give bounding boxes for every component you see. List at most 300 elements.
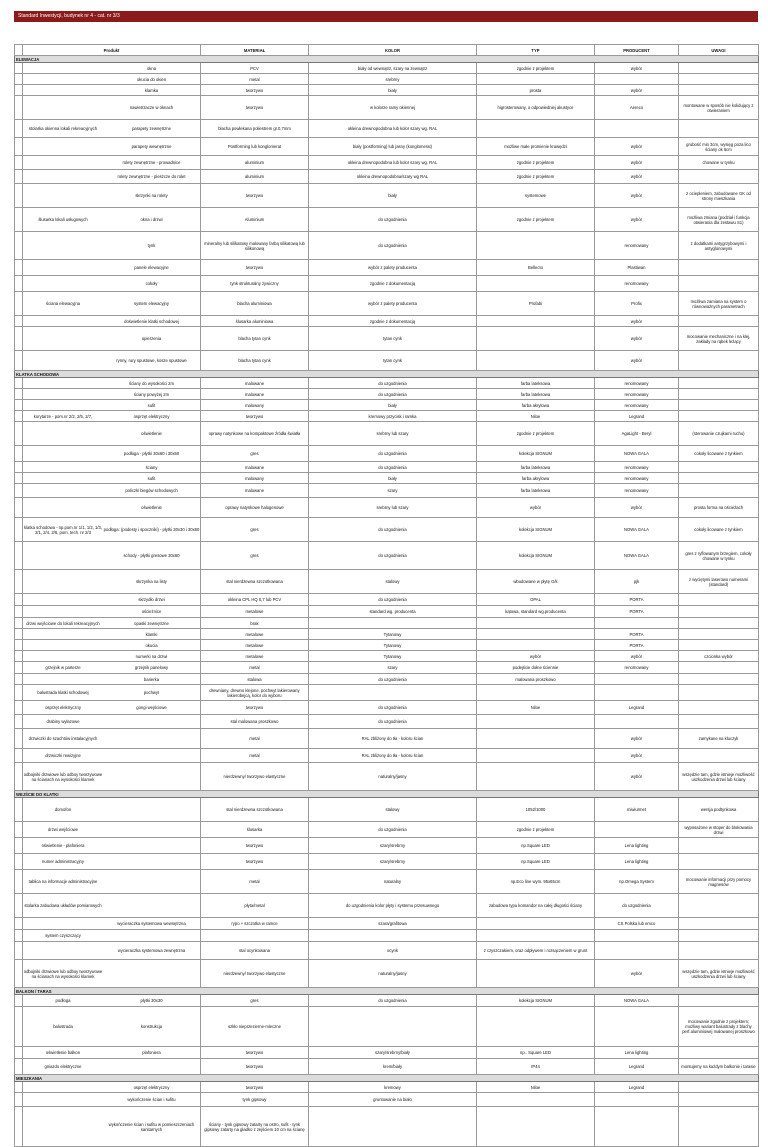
section-row [15, 1075, 759, 1082]
producent-cell: wybór [595, 63, 679, 74]
row-spacer [15, 995, 23, 1007]
material-cell: gres [201, 518, 309, 542]
typ-cell: zgodnie z projektem [477, 208, 595, 232]
typ-cell [477, 1093, 595, 1107]
product-label: rolety zewnętrzne - prowadnice [122, 160, 181, 165]
kolor-cell: zgodnie z dokumentacją [309, 316, 477, 327]
product-label: parapety wewnętrzne [131, 144, 172, 149]
material-cell: metal [201, 74, 309, 85]
product-label: skrzynki na rolety [135, 193, 168, 198]
typ-cell: np.Square LED [477, 854, 595, 870]
material-cell: szkło nieprzezierne-mleczne [201, 1007, 309, 1047]
produkt-cell [23, 120, 201, 138]
kolor-cell [309, 1007, 477, 1047]
producent-cell [595, 685, 679, 701]
kolor-cell: do uzgodnienia [309, 208, 477, 232]
produkt-cell [23, 276, 201, 292]
produkt-cell [23, 96, 201, 120]
producent-cell: renomowany [595, 232, 679, 260]
producent-cell: wybór [595, 138, 679, 156]
section-title: BALKON / TARAS [15, 988, 759, 995]
produkt-cell [23, 411, 201, 422]
row-spacer [15, 942, 23, 960]
table-row [15, 618, 759, 629]
uwagi-cell [679, 316, 759, 327]
table-row [15, 798, 759, 822]
material-cell: rypo + szczotka w ramce [201, 918, 309, 930]
row-spacer [15, 870, 23, 894]
produkt-cell [23, 662, 201, 674]
uwagi-cell: zamykane na kluczyk [679, 729, 759, 749]
row-spacer [15, 351, 23, 371]
row-spacer [15, 594, 23, 606]
group-label: tablica na informacje administracyjne [28, 879, 98, 884]
material-cell: ślusarka aluminiowa [201, 316, 309, 327]
kolor-cell: tytan cynk [309, 351, 477, 371]
product-label: skrzydło drzwi [138, 597, 165, 602]
producent-cell: wybór [595, 316, 679, 327]
kolor-cell: biały [309, 400, 477, 411]
product-label: konstrukcja [140, 1024, 163, 1029]
material-cell: malowany [201, 473, 309, 484]
typ-cell: systemowe [477, 184, 595, 208]
group-label: klatka schodowa - np.pom.nr 1/1, 1/2, 1/3, 2/1, 2/4, 2/6, pom. tech. nr 2/3 [24, 524, 102, 535]
uwagi-cell [679, 351, 759, 371]
group-label: odbojniki drzwiowe lub odboy tworzywowe na ścianach na wysokości klamek [23, 771, 103, 782]
kolor-cell: srebrny lub szary [309, 422, 477, 446]
material-cell: ściany - tynk gipsowy zatarty na ostro, sufit - tynk gipsowy zatarty na gładko z zejściem 10 cm na ścianę [201, 1107, 309, 1147]
producent-cell [595, 674, 679, 685]
producent-cell: Legrand [595, 701, 679, 715]
group-label: stolarka okienna lokali rekreacyjnych [28, 126, 98, 131]
table-row [15, 351, 759, 371]
uwagi-cell [679, 662, 759, 674]
product-label: okna [146, 65, 157, 71]
produkt-cell [23, 918, 201, 930]
row-spacer [15, 292, 23, 316]
product-label: cokoły [145, 281, 158, 286]
producent-cell: Legrand [595, 1082, 679, 1093]
product-label: podłoga - płytki 30x60 i 30x60 [123, 451, 180, 456]
typ-cell: zgodnie z projektem [477, 170, 595, 184]
table-row [15, 960, 759, 988]
product-label: parapety zewnętrzne [132, 126, 171, 131]
material-cell: stal ocynkowana [201, 942, 309, 960]
group-label: numer administracyjny [42, 859, 84, 864]
material-cell: blacha tytan cynk [201, 327, 309, 351]
material-cell: metal [201, 870, 309, 894]
group-label: drzwiczki do szachtów instalacyjnych [28, 736, 98, 741]
uwagi-cell [679, 473, 759, 484]
typ-cell [477, 749, 595, 763]
group-label: korytarze - pom.nr 2/2, 2/5, 2/7, [33, 413, 93, 419]
typ-cell [477, 729, 595, 749]
uwagi-cell [679, 715, 759, 729]
group-label: ślusarka lokali usługowych [38, 217, 88, 222]
material-cell: malowany [201, 400, 309, 411]
row-spacer [15, 854, 23, 870]
uwagi-cell: mocowanie informacji przy pomocy magnesów [679, 870, 759, 894]
row-spacer [15, 473, 23, 484]
uwagi-cell: montujemy na każdym balkonie i tarasie [679, 1059, 759, 1075]
producent-cell: renomowany [595, 662, 679, 674]
typ-cell: farba akrylowa [477, 400, 595, 411]
uwagi-cell [679, 1093, 759, 1107]
typ-cell: farba lateksowa [477, 389, 595, 400]
row-spacer [15, 156, 23, 170]
table-row [15, 854, 759, 870]
typ-cell: kątowa, standard wg.producenta [477, 606, 595, 618]
material-cell: blacha tytan cynk [201, 351, 309, 371]
product-label: policzki biegów schodowych [125, 488, 178, 493]
kolor-cell: tytan cynk [309, 327, 477, 351]
material-cell [201, 930, 309, 942]
uwagi-cell [679, 170, 759, 184]
group-label: gniazdo elektryczne [44, 1064, 82, 1069]
table-row [15, 894, 759, 918]
produkt-cell [23, 484, 201, 498]
material-cell: malowane [201, 462, 309, 473]
typ-cell: zgodnie z projektem [477, 156, 595, 170]
material-cell: stal malowana proszkowo [201, 715, 309, 729]
spec-table [14, 44, 759, 1147]
typ-cell: malowana proszkowo [477, 674, 595, 685]
producent-cell: Lena lighting [595, 838, 679, 854]
header-uwagi: UWAGI [679, 45, 759, 56]
table-row [15, 1059, 759, 1075]
producent-cell: renomowany [595, 276, 679, 292]
producent-cell: wybór [595, 749, 679, 763]
produkt-cell [23, 446, 201, 462]
typ-cell [477, 232, 595, 260]
product-label: klamki [145, 631, 158, 637]
kolor-cell: do uzgodnienia [309, 462, 477, 473]
producent-cell: renomowany [595, 462, 679, 473]
product-label: okucia do okien [136, 76, 167, 82]
row-spacer [15, 378, 23, 389]
row-spacer [15, 518, 23, 542]
kolor-cell: stalowy [309, 570, 477, 594]
uwagi-cell [679, 629, 759, 640]
table-row [15, 85, 759, 96]
row-spacer [15, 918, 23, 930]
kolor-cell: okleina drewnopodobna lub kolor szary wg. RAL [309, 120, 477, 138]
uwagi-cell [679, 85, 759, 96]
product-label: ściany [145, 464, 158, 470]
uwagi-cell [679, 400, 759, 411]
produkt-cell [23, 232, 201, 260]
typ-cell: możliwe małe promienie krawędzi [477, 138, 595, 156]
uwagi-cell: z ociepleniem, zabudowane GK od strony mieszkania [679, 184, 759, 208]
uwagi-cell: gres z ryflowanym brzegiem, cokoły chowane w tynku [679, 542, 759, 570]
producent-cell [595, 1107, 679, 1147]
table-row [15, 662, 759, 674]
section-row [15, 988, 759, 995]
producent-cell [595, 618, 679, 629]
product-label: sufit [147, 475, 156, 481]
produkt-cell [23, 715, 201, 729]
product-label: rynny, rury spustowe, kosze spustowe [116, 358, 187, 363]
typ-cell: np.. Square LED [477, 1047, 595, 1059]
typ-cell: wybór [477, 498, 595, 518]
table-row [15, 1047, 759, 1059]
table-row [15, 260, 759, 276]
row-spacer [15, 446, 23, 462]
typ-cell: farba lateksowa [477, 484, 595, 498]
group-label: ściana elewacyjna [46, 301, 80, 306]
producent-cell: NOWA GALA [595, 995, 679, 1007]
material-cell: tworzywo [201, 838, 309, 854]
material-cell: stal nierdzewna szczotkowana [201, 570, 309, 594]
table-row [15, 838, 759, 854]
kolor-cell: szary/srebrny/biały [309, 1047, 477, 1059]
produkt-cell [23, 518, 201, 542]
kolor-cell: gruntowanie na biało [309, 1093, 477, 1107]
produkt-cell [23, 838, 201, 854]
producent-cell: PORTA [595, 606, 679, 618]
row-spacer [15, 389, 23, 400]
row-spacer [15, 674, 23, 685]
table-row [15, 1082, 759, 1093]
row-spacer [15, 260, 23, 276]
typ-cell [477, 618, 595, 629]
material-cell: aluminium [201, 156, 309, 170]
kolor-cell: stalowy [309, 798, 477, 822]
producent-cell: pjk [595, 570, 679, 594]
table-row [15, 640, 759, 651]
uwagi-cell [679, 462, 759, 473]
row-spacer [15, 685, 23, 701]
uwagi-cell [679, 1082, 759, 1093]
material-cell: tworzywo [201, 1082, 309, 1093]
table-row [15, 378, 759, 389]
material-cell: malowane [201, 484, 309, 498]
kolor-cell: naturalny [309, 870, 477, 894]
kolor-cell: naturalny/jasny [309, 763, 477, 791]
row-spacer [15, 1107, 23, 1147]
produkt-cell [23, 208, 201, 232]
table-row [15, 498, 759, 518]
table-row [15, 156, 759, 170]
uwagi-cell [679, 942, 759, 960]
producent-cell [595, 930, 679, 942]
uwagi-cell [679, 838, 759, 854]
product-label: oświetlenie [141, 505, 162, 510]
produkt-cell [23, 701, 201, 715]
group-label: oświetlenie - plafoniera [41, 843, 85, 848]
header-corner [15, 45, 23, 56]
kolor-cell: szary/srebrny [309, 838, 477, 854]
row-spacer [15, 715, 23, 729]
product-label: wycieraczka systemowa zewnętrzna [117, 948, 186, 953]
produkt-cell [23, 798, 201, 822]
material-cell: metalowe [201, 651, 309, 662]
table-row [15, 96, 759, 120]
kolor-cell: biały [309, 85, 477, 96]
uwagi-cell [679, 918, 759, 930]
kolor-cell [309, 1107, 477, 1147]
typ-cell: kolekcja SIGNUM [477, 518, 595, 542]
produkt-cell [23, 651, 201, 662]
uwagi-cell: grubość min 3cm, wysięg poza lico ściany ok 6cm [679, 138, 759, 156]
producent-cell: renomowany [595, 484, 679, 498]
typ-cell: prosta [477, 85, 595, 96]
row-spacer [15, 1007, 23, 1047]
typ-cell: farba lateksowa [477, 378, 595, 389]
kolor-cell: do uzgodnienia [309, 446, 477, 462]
typ-cell: np.Eco line wym. 95x65cm [477, 870, 595, 894]
material-cell: Postforming lub konglomerat [201, 138, 309, 156]
producent-cell: renomowany [595, 400, 679, 411]
produkt-cell [23, 351, 201, 371]
material-cell: tworzywo [201, 184, 309, 208]
produkt-cell [23, 389, 201, 400]
table-row [15, 184, 759, 208]
produkt-cell [23, 763, 201, 791]
producent-cell: Aereco [595, 96, 679, 120]
uwagi-cell [679, 854, 759, 870]
producent-cell [595, 715, 679, 729]
producent-cell: AgaLight - Beryl [595, 422, 679, 446]
product-label: klamka [144, 87, 159, 93]
produkt-cell [23, 63, 201, 74]
typ-cell [477, 120, 595, 138]
producent-cell [595, 942, 679, 960]
produkt-cell [23, 1093, 201, 1107]
kolor-cell: szara/grafitowa [309, 918, 477, 930]
producent-cell: Lena lighting [595, 854, 679, 870]
produkt-cell [23, 462, 201, 473]
material-cell: PCV [201, 63, 309, 74]
table-row [15, 276, 759, 292]
produkt-cell [23, 260, 201, 276]
uwagi-cell: cokoły licowane z tynkiem [679, 446, 759, 462]
spec-sheet [14, 44, 758, 1147]
typ-cell: kolekcja SIGNUM [477, 542, 595, 570]
typ-cell: zgodnie z projektem [477, 422, 595, 446]
table-row [15, 422, 759, 446]
producent-cell: PORTA [595, 594, 679, 606]
row-spacer [15, 96, 23, 120]
header-producent: PRODUCENT [595, 45, 679, 56]
produkt-cell [23, 378, 201, 389]
product-label: skrzynka na listy [136, 579, 167, 584]
section-title: KLATKA SCHODOWA [15, 371, 759, 378]
producent-cell: Legrand [595, 1059, 679, 1075]
section-title: WEJŚCIE DO KLATKI [15, 791, 759, 798]
table-row [15, 606, 759, 618]
material-cell: blacha aluminiowa [201, 292, 309, 316]
kolor-cell: wybór z palety producenta [309, 292, 477, 316]
material-cell: Aluminium [201, 208, 309, 232]
product-label: doświetlenie klatki schodowej [124, 318, 179, 324]
material-cell: blacha powlekana poliestrem gr.0,7mm [201, 120, 309, 138]
group-label: grzejnik w parterze [45, 665, 81, 670]
table-row [15, 473, 759, 484]
typ-cell: 1052/1000 [477, 798, 595, 822]
material-cell: tworzywo [201, 701, 309, 715]
uwagi-cell [679, 606, 759, 618]
product-label: grzejnik panelowy [134, 665, 169, 670]
uwagi-cell [679, 995, 759, 1007]
typ-cell [477, 327, 595, 351]
uwagi-cell [679, 930, 759, 942]
kolor-cell: srebrny [309, 74, 477, 85]
typ-cell [477, 918, 595, 930]
group-label: podłoga [55, 998, 71, 1003]
material-cell: mineralny lub silikatowy malowany farbą silikatową lub silikonową [201, 232, 309, 260]
produkt-cell [23, 1082, 201, 1093]
header-row [15, 45, 759, 56]
producent-cell: do uzgodnienia [595, 894, 679, 918]
row-spacer [15, 960, 23, 988]
kolor-cell: do uzgodnienia kolor płyty i systemu przesuwnego [309, 894, 477, 918]
row-spacer [15, 542, 23, 570]
produkt-cell [23, 594, 201, 606]
typ-cell: IP44 [477, 1059, 595, 1075]
row-spacer [15, 1082, 23, 1093]
material-cell: tworzywo [201, 411, 309, 422]
material-cell: stal nierdzewna szczotkowana [201, 798, 309, 822]
uwagi-cell [679, 1047, 759, 1059]
producent-cell [595, 74, 679, 85]
row-spacer [15, 484, 23, 498]
producent-cell: wybór [595, 651, 679, 662]
producent-cell: wybór [595, 184, 679, 208]
producent-cell: Plastiwan [595, 260, 679, 276]
material-cell: malowane [201, 389, 309, 400]
table-row [15, 570, 759, 594]
table-row [15, 327, 759, 351]
produkt-cell [23, 960, 201, 988]
typ-cell: np.Square LED [477, 838, 595, 854]
producent-cell [595, 1007, 679, 1047]
kolor-cell: Tytanowy [309, 640, 477, 651]
group-label: odbojniki drzwiowe lub odboy tworzywowe na ścianach na wysokości klamek [23, 968, 103, 979]
uwagi-cell: z dodatkami antygrzybowymi i antyglonowymi [679, 232, 759, 260]
header-produkt: Produkt [23, 45, 201, 56]
table-row [15, 208, 759, 232]
uwagi-cell [679, 378, 759, 389]
producent-cell: renomowany [595, 389, 679, 400]
material-cell: oprawy natynkowe na kompaktowe źródła światła [201, 422, 309, 446]
product-label: panele elewacyjne [134, 265, 169, 270]
table-row [15, 389, 759, 400]
product-label: nawietrzacze w oknach [129, 105, 174, 110]
uwagi-cell: wyposażone w stoper do blokowania drzwi [679, 822, 759, 838]
material-cell: metal [201, 729, 309, 749]
header-material: MATERIAŁ [201, 45, 309, 56]
product-label: wykończenie ścian i sufitu [127, 1097, 176, 1102]
table-row [15, 446, 759, 462]
uwagi-cell [679, 1107, 759, 1147]
product-label: opaski zewnętrzne [134, 620, 169, 626]
table-row [15, 411, 759, 422]
producent-cell: wybór [595, 156, 679, 170]
producent-cell: wybór [595, 351, 679, 371]
group-label: stolarka zabudowa układów pomiarowych [24, 903, 102, 908]
table-body [15, 56, 759, 1147]
producent-cell: renomowany [595, 473, 679, 484]
uwagi-cell [679, 120, 759, 138]
produkt-cell [23, 870, 201, 894]
material-cell: malowane [201, 378, 309, 389]
kolor-cell: do uzgodnienia [309, 594, 477, 606]
kolor-cell: do uzgodnienia [309, 378, 477, 389]
table-row [15, 462, 759, 473]
material-cell: tworzywo [201, 1047, 309, 1059]
row-spacer [15, 629, 23, 640]
